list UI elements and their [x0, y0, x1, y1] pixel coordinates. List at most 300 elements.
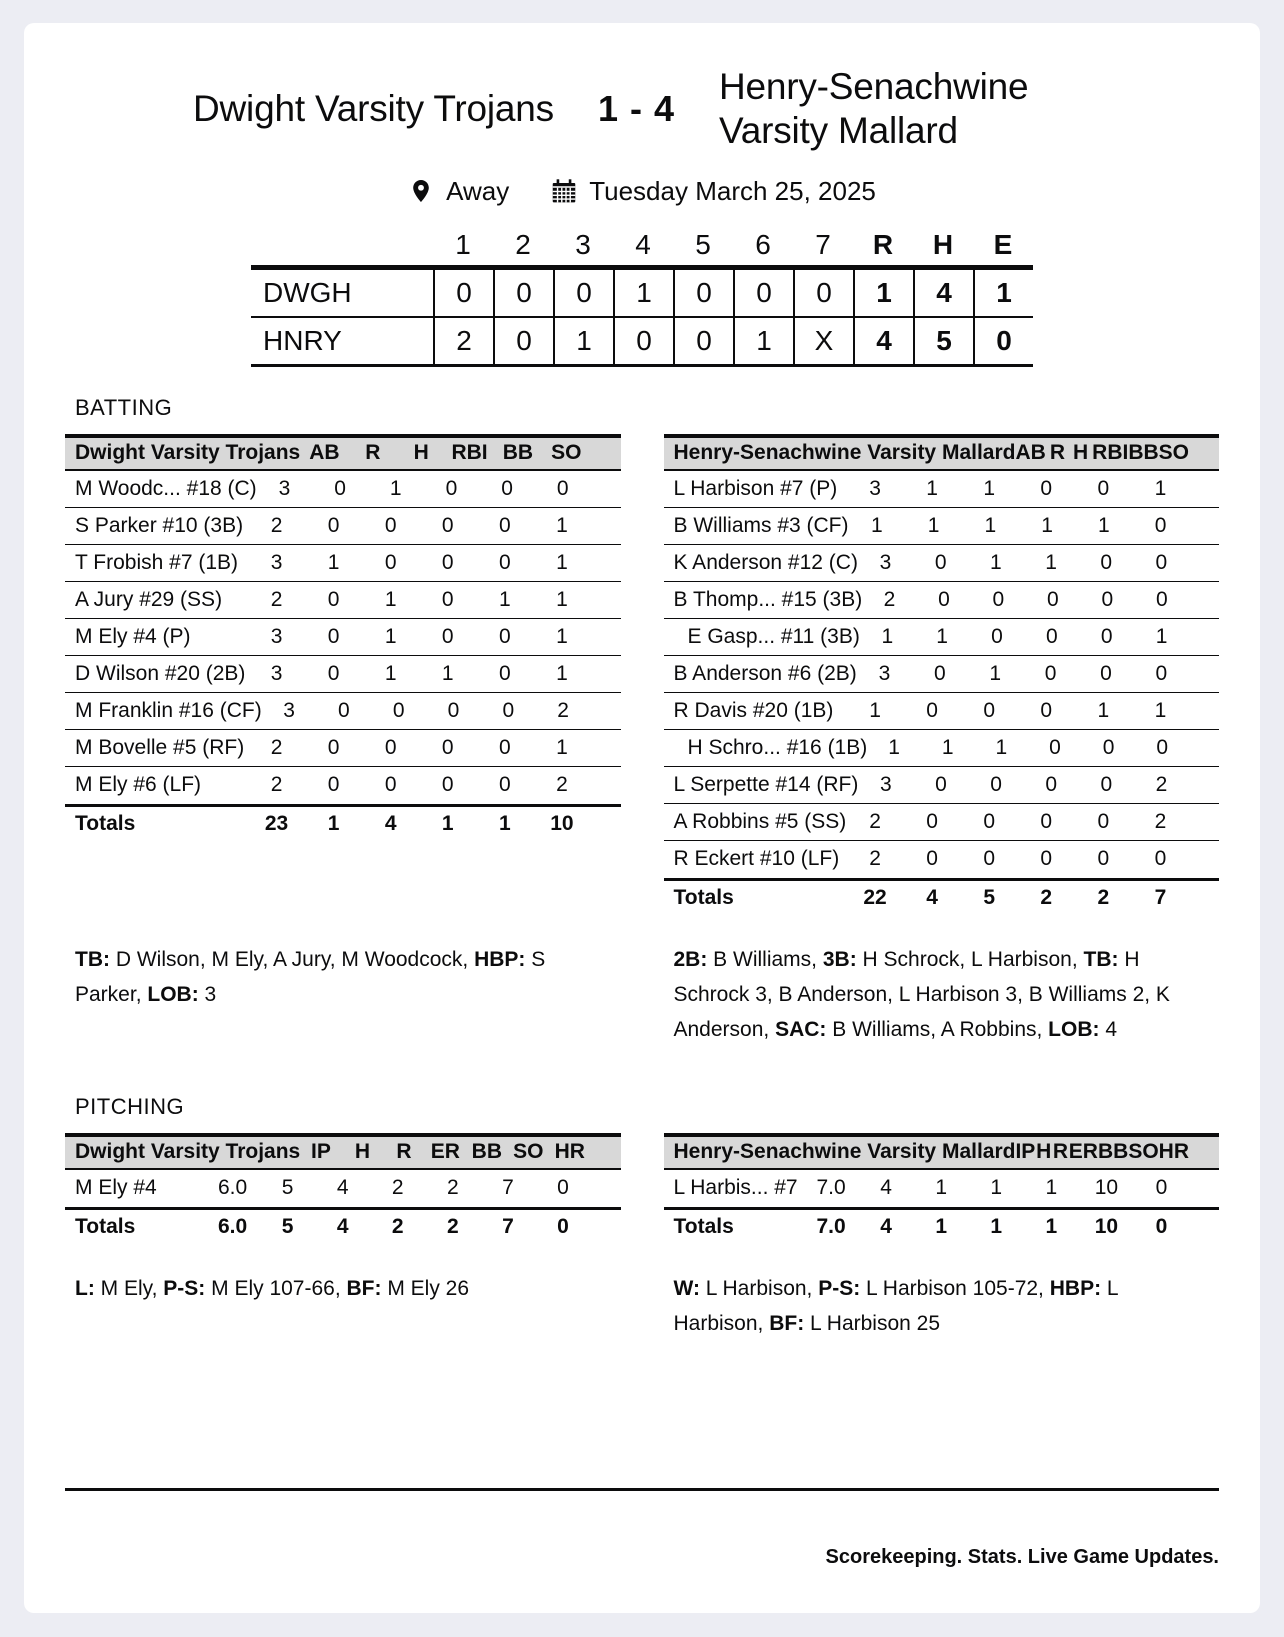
stat-notes: 2B: B Williams, 3B: H Schrock, L Harbison, TB: H Schrock 3, B Anderson, L Harbison 3, B Williams 2, K Anderson, SAC: B Williams, A Robbins, LOB: 4 [673, 947, 1170, 1041]
totals-stat: 23 [264, 811, 289, 835]
inning-score: 0 [733, 270, 793, 316]
player-stat: 2 [270, 587, 283, 611]
totals-stat: 10 [550, 811, 574, 835]
totals-stat: 1 [935, 1214, 948, 1238]
player-stat: 1 [556, 661, 568, 685]
player-stat: 0 [499, 735, 511, 759]
result-header: E [993, 228, 1013, 260]
player-stat: 7.0 [816, 1176, 846, 1200]
player-stat: 0 [991, 624, 1003, 648]
inning-score: 1 [553, 318, 613, 364]
player-row [664, 841, 1220, 878]
inning-header: 4 [635, 228, 651, 260]
stat-column-header: SO [551, 441, 582, 465]
player-name: K Anderson #12 (C) [673, 550, 858, 574]
player-row [664, 693, 1220, 730]
player-stat: 2 [883, 587, 896, 611]
line-score-body [251, 270, 1033, 367]
stat-table-header-row [664, 434, 1220, 471]
totals-stat: 4 [384, 811, 397, 835]
totals-stat: 1 [990, 1214, 1003, 1238]
player-stat: 0 [556, 476, 569, 500]
totals-row [664, 878, 1220, 915]
player-stat: 0 [1100, 624, 1113, 648]
stat-column-header: IP [1015, 1140, 1036, 1164]
player-stat: 0 [384, 773, 397, 797]
stat-column-header: H [413, 441, 429, 465]
player-stat: 1 [1154, 476, 1167, 500]
player-stat: 0 [557, 1176, 569, 1200]
player-stat: 0 [447, 698, 460, 722]
player-row [664, 656, 1220, 693]
totals-stat: 7 [502, 1214, 514, 1238]
player-stat: 1 [384, 587, 397, 611]
note-label: HBP: [474, 947, 526, 971]
player-row [664, 619, 1220, 656]
stat-column-header: H [1036, 1140, 1052, 1164]
player-row [65, 582, 621, 619]
player-stat: 1 [926, 476, 938, 500]
player-stat: 0 [441, 735, 454, 759]
note-label: TB: [1083, 947, 1119, 971]
line-score-table [251, 225, 1033, 367]
totals-row [65, 1207, 621, 1244]
player-stat: 2 [270, 513, 283, 537]
inning-score: 1 [733, 318, 793, 364]
player-stat: 0 [445, 476, 458, 500]
player-stat: 0 [1154, 513, 1167, 537]
stat-column-header: SO [1158, 441, 1190, 465]
inning-header: 6 [755, 228, 771, 260]
player-stat: 0 [1047, 587, 1059, 611]
player-stat: 0 [441, 550, 454, 574]
inning-score: 0 [553, 270, 613, 316]
inning-score: X [793, 318, 853, 364]
result-value: 1 [853, 270, 913, 316]
player-stat: 0 [441, 513, 454, 537]
stat-table-team-name: Henry-Senachwine Varsity Mallard [673, 1140, 1016, 1164]
player-stat: 0 [926, 847, 938, 871]
inning-header: 1 [455, 228, 471, 260]
player-stat: 1 [441, 661, 454, 685]
player-stat: 1 [556, 550, 568, 574]
totals-stat: 2 [447, 1214, 459, 1238]
player-row [65, 767, 621, 804]
player-stat: 1 [927, 513, 940, 537]
stat-notes: L: M Ely, P-S: M Ely 107-66, BF: M Ely 26 [75, 1276, 470, 1300]
inning-score: 0 [493, 318, 553, 364]
player-name: T Frobish #7 (1B) [75, 550, 239, 574]
player-stat: 1 [936, 624, 948, 648]
result-value: 0 [973, 318, 1033, 364]
player-stat: 0 [1100, 550, 1113, 574]
player-stat: 0 [938, 587, 950, 611]
player-name: M Woodc... #18 (C) [75, 476, 257, 500]
scorecard [24, 23, 1260, 1613]
player-stat: 3 [270, 661, 283, 685]
line-score-header-team [251, 225, 433, 265]
player-stat: 0 [1045, 772, 1058, 796]
player-stat: 1 [984, 513, 997, 537]
player-stat: 0 [338, 698, 350, 722]
stat-column-header: AB [309, 441, 340, 465]
player-stat: 1 [888, 735, 900, 759]
player-row [664, 545, 1220, 582]
player-row [65, 545, 621, 582]
player-stat: 1 [935, 1176, 948, 1200]
player-stat: 0 [1155, 550, 1168, 574]
totals-stat: 2 [391, 1214, 404, 1238]
player-stat: 0 [1102, 735, 1115, 759]
player-stat: 0 [1155, 661, 1168, 685]
player-stat: 1 [983, 476, 996, 500]
player-stat: 4 [336, 1176, 349, 1200]
player-stat: 2 [869, 847, 881, 871]
location-label: Away [446, 175, 510, 206]
result-value: 4 [913, 270, 973, 316]
player-stat: 0 [934, 550, 947, 574]
player-stat: 0 [441, 587, 454, 611]
note-label: BF: [346, 1276, 382, 1300]
player-name: M Ely #4 [75, 1176, 157, 1200]
player-row [664, 804, 1220, 841]
totals-row [664, 1207, 1220, 1244]
note-label: 3B: [822, 947, 857, 971]
player-stat: 0 [1040, 809, 1053, 833]
player-name: L Harbis... #7 [673, 1176, 798, 1200]
player-name: B Williams #3 (CF) [673, 513, 849, 537]
player-stat: 1 [989, 661, 1002, 685]
player-stat: 10 [1094, 1176, 1119, 1200]
totals-stat: 4 [336, 1214, 349, 1238]
line-score-row [251, 270, 1033, 318]
team-abbreviation: HNRY [263, 324, 342, 356]
totals-stat: 2 [1040, 885, 1053, 909]
player-stat: 1 [1041, 513, 1053, 537]
player-stat: 3 [880, 772, 892, 796]
stat-table-team-name: Dwight Varsity Trojans [75, 441, 301, 465]
player-stat: 0 [392, 698, 405, 722]
result-value: 1 [973, 270, 1033, 316]
player-stat: 0 [1040, 847, 1053, 871]
totals-stat: 22 [863, 885, 887, 909]
stat-column-header: R [1052, 1140, 1068, 1164]
player-stat: 7 [502, 1176, 514, 1200]
player-row [65, 656, 621, 693]
player-stat: 1 [327, 550, 340, 574]
pitch-stat-table [65, 1133, 621, 1244]
player-stat: 1 [556, 624, 568, 648]
player-stat: 0 [926, 698, 938, 722]
player-name: M Ely #4 (P) [75, 624, 191, 648]
totals-label: Totals [75, 811, 136, 835]
team-abbreviation: DWGH [263, 276, 352, 308]
stat-table-team-name: Dwight Varsity Trojans [75, 1140, 301, 1164]
player-stat: 1 [1155, 624, 1168, 648]
player-stat: 0 [1100, 772, 1113, 796]
inning-header: 3 [575, 228, 591, 260]
player-stat: 0 [1046, 624, 1058, 648]
player-stat: 0 [384, 735, 397, 759]
note-label: HBP: [1049, 1276, 1102, 1300]
player-stat: 0 [327, 587, 340, 611]
inning-score: 0 [493, 270, 553, 316]
stat-notes: TB: D Wilson, M Ely, A Jury, M Woodcock, HBP: S Parker, LOB: 3 [75, 947, 546, 1006]
player-row [664, 508, 1220, 545]
player-stat: 0 [1097, 476, 1110, 500]
player-stat: 3 [878, 661, 891, 685]
player-stat: 1 [881, 624, 894, 648]
player-stat: 3 [278, 476, 291, 500]
player-stat: 2 [557, 698, 569, 722]
player-name: M Bovelle #5 (RF) [75, 735, 245, 759]
player-row [664, 471, 1220, 508]
player-stat: 2 [1154, 809, 1167, 833]
stat-column-header: BB [1128, 441, 1159, 465]
player-row [664, 1170, 1220, 1207]
player-name: E Gasp... #11 (3B) [687, 624, 860, 648]
player-stat: 0 [983, 809, 996, 833]
totals-stat: 7 [1154, 885, 1167, 909]
player-stat: 2 [447, 1176, 459, 1200]
stat-column-header: SO [1128, 1140, 1159, 1164]
player-stat: 0 [499, 550, 511, 574]
player-stat: 0 [499, 773, 511, 797]
stat-column-header: R [396, 1140, 412, 1164]
line-score-header-row [251, 225, 1033, 270]
line-score-row [251, 318, 1033, 367]
result-header: H [932, 228, 954, 260]
player-stat: 1 [556, 513, 568, 537]
player-stat: 0 [327, 513, 340, 537]
player-name: A Robbins #5 (SS) [673, 809, 847, 833]
player-stat: 0 [499, 513, 511, 537]
player-stat: 0 [502, 698, 515, 722]
home-team-name: Henry-Senachwine Varsity Mallard [718, 66, 1029, 152]
player-stat: 0 [327, 773, 340, 797]
player-row [65, 619, 621, 656]
note-label: LOB: [1048, 1017, 1100, 1041]
stat-table-header-row [65, 434, 621, 471]
player-row [65, 471, 621, 508]
inning-header: 7 [815, 228, 831, 260]
stat-column-header: ER [430, 1140, 460, 1164]
player-stat: 3 [869, 476, 881, 500]
note-label: BF: [769, 1311, 805, 1335]
player-stat: 0 [992, 587, 1005, 611]
player-name: B Anderson #6 (2B) [673, 661, 857, 685]
stat-column-header: ER [1068, 1140, 1098, 1164]
result-value: 5 [913, 318, 973, 364]
note-label: SAC: [775, 1017, 827, 1041]
player-stat: 0 [935, 772, 947, 796]
inning-score: 0 [673, 270, 733, 316]
player-row [65, 730, 621, 767]
inning-score: 1 [613, 270, 673, 316]
note-label: L: [75, 1276, 95, 1300]
player-stat: 1 [1045, 550, 1057, 574]
player-name: D Wilson #20 (2B) [75, 661, 246, 685]
stat-column-header: H [354, 1140, 371, 1164]
stat-notes: W: L Harbison, P-S: L Harbison 105-72, HBP: L Harbison, BF: L Harbison 25 [673, 1276, 1118, 1335]
totals-stat: 5 [281, 1214, 294, 1238]
inning-score: 0 [433, 270, 493, 316]
player-stat: 3 [270, 550, 283, 574]
player-stat: 1 [1045, 1176, 1058, 1200]
totals-stat: 6.0 [217, 1214, 248, 1238]
note-label: W: [673, 1276, 700, 1300]
player-row [664, 730, 1220, 767]
totals-label: Totals [673, 885, 734, 909]
bat-stat-table [65, 434, 621, 841]
player-stat: 3 [879, 550, 892, 574]
player-stat: 1 [384, 661, 397, 685]
batting-tables [65, 434, 1219, 1047]
player-stat: 3 [270, 624, 283, 648]
note-label: LOB: [147, 982, 199, 1006]
stat-column-header: BB [1097, 1140, 1129, 1164]
player-stat: 1 [1154, 698, 1167, 722]
bat-stat-table [664, 434, 1220, 915]
player-stat: 5 [281, 1176, 294, 1200]
player-stat: 2 [869, 809, 881, 833]
player-stat: 0 [926, 809, 938, 833]
player-stat: 2 [270, 773, 283, 797]
player-stat: 1 [384, 624, 397, 648]
totals-stat: 1 [441, 811, 454, 835]
player-stat: 1 [871, 513, 883, 537]
totals-stat: 5 [983, 885, 996, 909]
player-name: M Franklin #16 (CF) [75, 698, 262, 722]
player-stat: 1 [556, 587, 568, 611]
player-stat: 0 [499, 624, 511, 648]
inning-score: 0 [613, 318, 673, 364]
player-stat: 0 [934, 661, 946, 685]
player-stat: 0 [334, 476, 346, 500]
footer-divider [65, 1488, 1219, 1491]
note-label: P-S: [818, 1276, 861, 1300]
totals-stat: 2 [1097, 885, 1110, 909]
player-name: S Parker #10 (3B) [75, 513, 244, 537]
player-stat: 1 [995, 735, 1008, 759]
player-stat: 0 [1154, 847, 1167, 871]
stat-column-header: AB [1015, 441, 1046, 465]
player-stat: 0 [1097, 847, 1110, 871]
totals-row [65, 804, 621, 841]
totals-stat: 4 [926, 885, 938, 909]
stat-column-header: RBI [451, 441, 488, 465]
player-row [664, 582, 1220, 619]
player-name: L Serpette #14 (RF) [673, 772, 859, 796]
stat-column-header: SO [513, 1140, 544, 1164]
result-header: R [872, 228, 894, 260]
player-stat: 1 [556, 735, 568, 759]
calendar-icon [551, 178, 577, 204]
footer-tagline: Scorekeeping. Stats. Live Game Updates. [825, 1546, 1219, 1568]
inning-header: 2 [515, 228, 531, 260]
player-stat: 0 [499, 661, 511, 685]
player-stat: 2 [391, 1176, 404, 1200]
stat-table-header-row [664, 1133, 1220, 1170]
player-stat: 0 [1100, 661, 1112, 685]
player-stat: 0 [1101, 587, 1114, 611]
note-label: P-S: [163, 1276, 206, 1300]
player-stat: 0 [384, 513, 397, 537]
stat-column-header: HR [554, 1140, 585, 1164]
player-stat: 2 [270, 735, 283, 759]
totals-label: Totals [75, 1214, 136, 1238]
player-stat: 0 [501, 476, 513, 500]
game-header [65, 65, 1219, 154]
totals-stat: 7.0 [816, 1214, 846, 1238]
stat-table-header-row [65, 1133, 621, 1170]
player-stat: 6.0 [217, 1176, 248, 1200]
player-stat: 2 [556, 773, 568, 797]
totals-stat: 0 [1155, 1214, 1168, 1238]
player-stat: 0 [1155, 1176, 1168, 1200]
player-stat: 0 [327, 661, 340, 685]
player-stat: 1 [389, 476, 402, 500]
totals-stat: 1 [327, 811, 340, 835]
stat-column-header: RBI [1092, 441, 1129, 465]
stat-table-team-name: Henry-Senachwine Varsity Mallard [673, 441, 1016, 465]
player-stat: 0 [384, 550, 397, 574]
inning-score: 0 [793, 270, 853, 316]
player-stat: 0 [1156, 735, 1169, 759]
location-pin-icon [408, 178, 434, 204]
player-stat: 0 [441, 773, 454, 797]
player-name: R Davis #20 (1B) [673, 698, 834, 722]
player-stat: 0 [1040, 476, 1053, 500]
player-stat: 0 [441, 624, 454, 648]
player-name: M Ely #6 (LF) [75, 773, 202, 797]
player-row [664, 767, 1220, 804]
player-stat: 0 [1044, 661, 1057, 685]
player-row [65, 693, 621, 730]
game-meta [65, 176, 1219, 207]
player-stat: 0 [1155, 587, 1168, 611]
inning-header: 5 [695, 228, 711, 260]
player-name: H Schro... #16 (1B) [687, 735, 868, 759]
totals-stat: 1 [1045, 1214, 1058, 1238]
pitching-tables [65, 1133, 1219, 1341]
stat-column-header: IP [311, 1140, 331, 1164]
away-team-name: Dwight Varsity Trojans [193, 88, 554, 130]
player-name: B Thomp... #15 (3B) [673, 587, 863, 611]
stat-column-header: R [365, 441, 381, 465]
player-stat: 0 [1040, 698, 1053, 722]
player-row [65, 508, 621, 545]
date-label: Tuesday March 25, 2025 [589, 175, 876, 206]
totals-stat: 4 [880, 1214, 892, 1238]
note-label: TB: [75, 947, 110, 971]
player-stat: 0 [1097, 809, 1110, 833]
stat-column-header: R [1049, 441, 1065, 465]
player-stat: 0 [983, 698, 996, 722]
player-stat: 0 [327, 735, 340, 759]
player-stat: 1 [499, 587, 511, 611]
player-stat: 0 [983, 847, 996, 871]
player-stat: 1 [941, 735, 954, 759]
stat-column-header: H [1072, 441, 1089, 465]
player-stat: 2 [1155, 772, 1168, 796]
player-stat: 1 [869, 698, 881, 722]
inning-score: 0 [673, 318, 733, 364]
totals-stat: 0 [557, 1214, 569, 1238]
player-stat: 1 [1098, 513, 1110, 537]
player-row [65, 1170, 621, 1207]
game-score: 1 - 4 [597, 88, 675, 130]
